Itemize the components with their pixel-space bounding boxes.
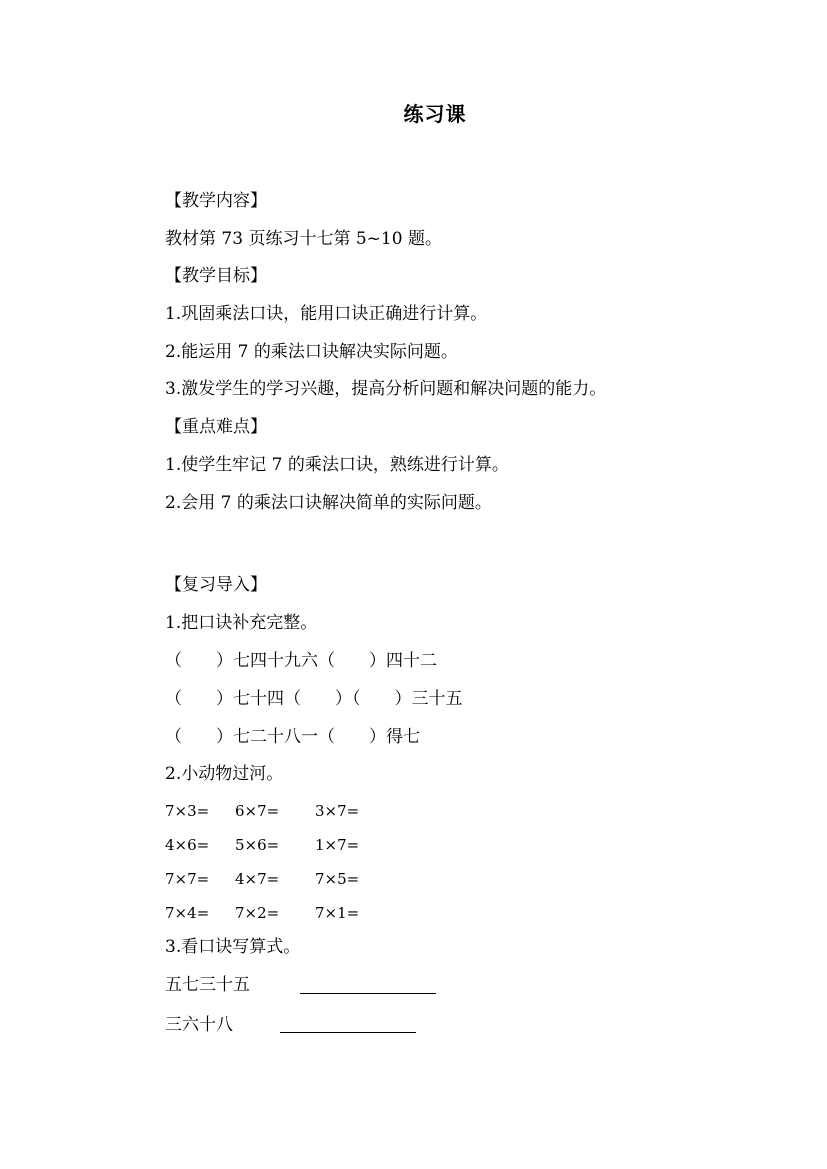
calc-item: 7×4= bbox=[165, 904, 210, 922]
question-3-title: 3.看口诀写算式。 bbox=[165, 937, 301, 957]
rhyme-fill-line: （ ）七四十九六（ ）四十二 bbox=[165, 651, 437, 671]
calc-item: 7×3= bbox=[165, 802, 210, 820]
calc-item: 3×7= bbox=[315, 802, 360, 820]
answer-blank-line bbox=[300, 993, 436, 994]
page-title: 练习课 bbox=[403, 102, 467, 126]
question-2-title: 2.小动物过河。 bbox=[165, 764, 284, 784]
calc-item: 7×7= bbox=[165, 870, 210, 888]
calc-item: 4×6= bbox=[165, 836, 210, 854]
key-point-item: 2.会用 7 的乘法口诀解决简单的实际问题。 bbox=[165, 493, 492, 513]
rhyme-prompt: 三六十八 bbox=[165, 1015, 233, 1035]
rhyme-fill-line: （ ）七十四（ ）（ ）三十五 bbox=[165, 689, 463, 709]
calc-item: 6×7= bbox=[235, 802, 280, 820]
calc-item: 1×7= bbox=[315, 836, 360, 854]
calc-item: 5×6= bbox=[235, 836, 280, 854]
rhyme-fill-line: （ ）七二十八一（ ）得七 bbox=[165, 727, 420, 747]
key-points-heading: 【重点难点】 bbox=[165, 417, 267, 437]
calc-item: 7×1= bbox=[315, 904, 360, 922]
calc-item: 4×7= bbox=[235, 870, 280, 888]
objective-item: 1.巩固乘法口诀，能用口诀正确进行计算。 bbox=[165, 304, 488, 324]
answer-blank-line bbox=[280, 1032, 416, 1033]
content-heading: 【教学内容】 bbox=[165, 191, 267, 211]
key-point-item: 1.使学生牢记 7 的乘法口诀，熟练进行计算。 bbox=[165, 455, 509, 475]
objectives-heading: 【教学目标】 bbox=[165, 266, 267, 286]
rhyme-prompt: 五七三十五 bbox=[165, 975, 250, 995]
calc-item: 7×2= bbox=[235, 904, 280, 922]
question-1-title: 1.把口诀补充完整。 bbox=[165, 613, 318, 633]
content-text: 教材第 73 页练习十七第 5~10 题。 bbox=[165, 229, 442, 249]
review-heading: 【复习导入】 bbox=[165, 575, 267, 595]
calc-item: 7×5= bbox=[315, 870, 360, 888]
objective-item: 2.能运用 7 的乘法口诀解决实际问题。 bbox=[165, 342, 458, 362]
objective-item: 3.激发学生的学习兴趣，提高分析问题和解决问题的能力。 bbox=[165, 379, 607, 399]
